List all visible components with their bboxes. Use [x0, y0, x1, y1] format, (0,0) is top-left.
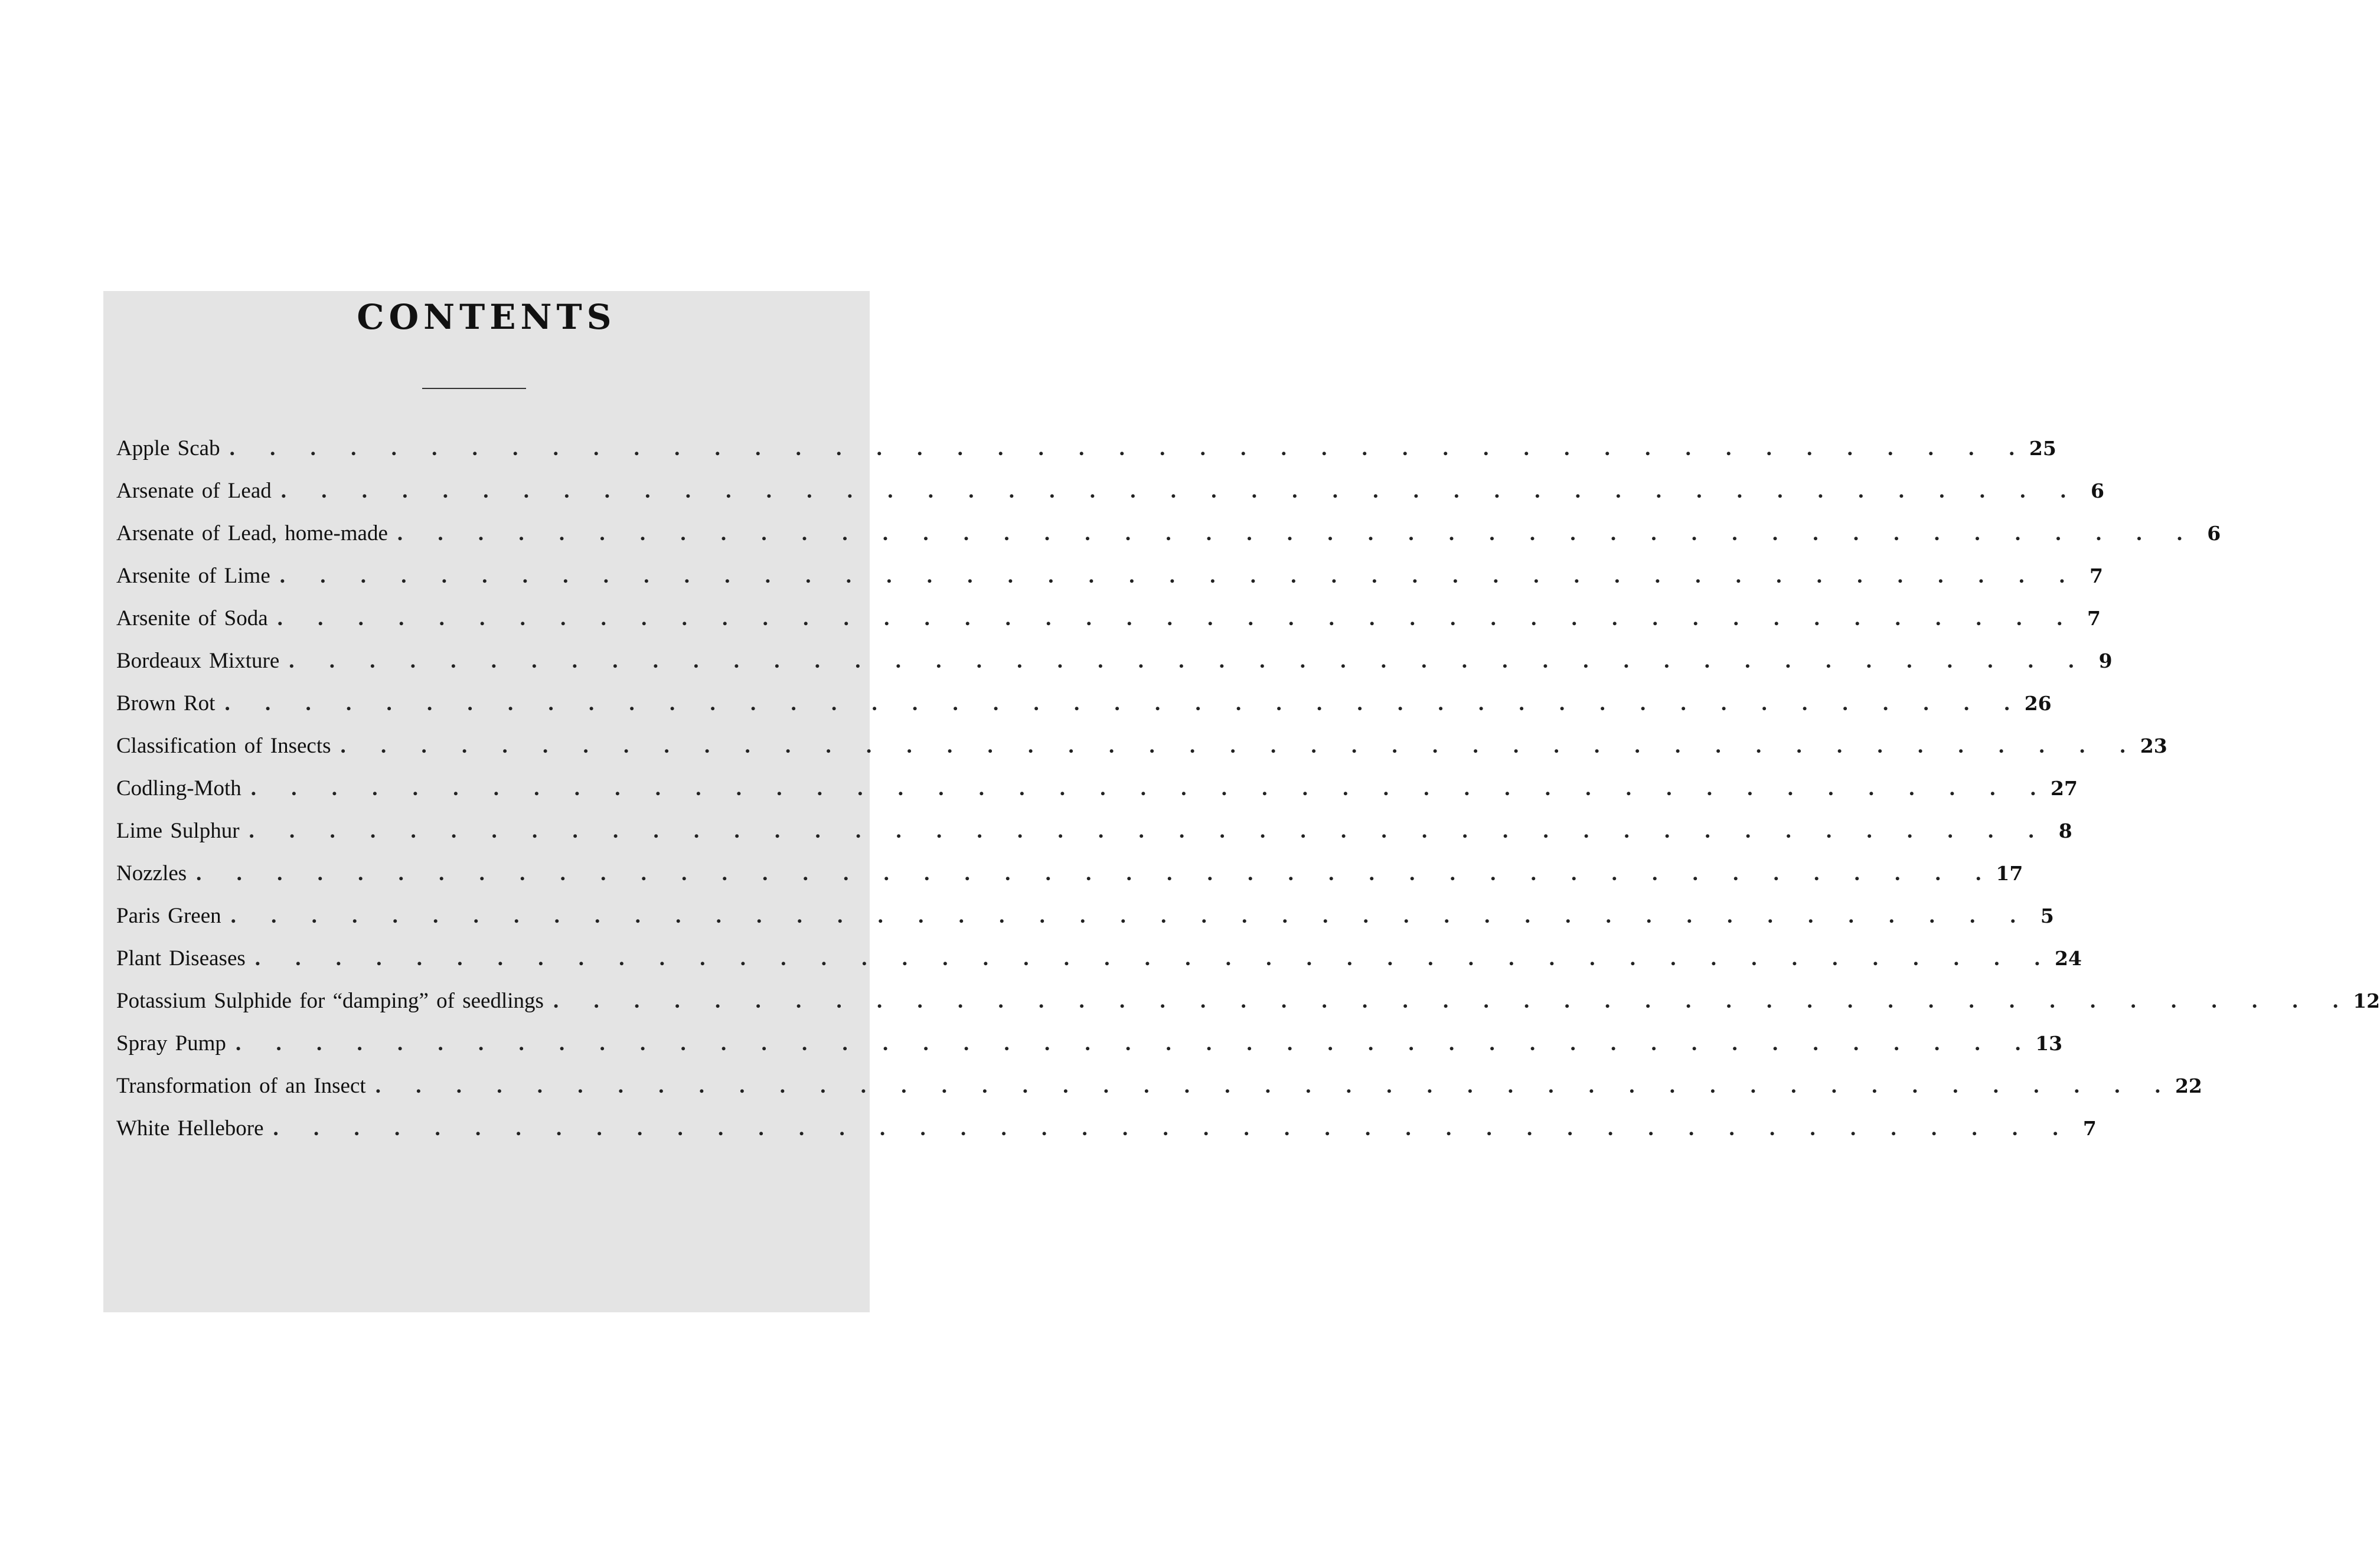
toc-dot-leader: . . . . . . . . . . . . . . . . . . . . . . . . . . . . . . . . . . . . . . . . . . . . .	[196, 861, 1996, 885]
toc-entry	[116, 478, 2105, 521]
toc-entry-label: White Hellebore	[116, 1116, 264, 1141]
toc-entry	[116, 521, 2221, 563]
toc-dot-leader: . . . . . . . . . . . . . . . . . . . . . . . . . . . . . . . . . . . . . . . . . . . . .	[230, 904, 2030, 928]
toc-dot-leader: . . . . . . . . . . . . . . . . . . . . . . . . . . . . . . . . . . . . . . . . . . . . .	[277, 606, 2077, 630]
toc-entry	[116, 818, 2072, 861]
toc-entry-page: 12	[2353, 989, 2380, 1012]
toc-entry-label: Brown Rot	[116, 691, 216, 715]
toc-entry-page: 8	[2058, 819, 2072, 842]
toc-dot-leader: . . . . . . . . . . . . . . . . . . . . . . . . . . . . . . . . . . . . . . . . . . . . .	[289, 649, 2089, 673]
toc-dot-leader: . . . . . . . . . . . . . . . . . . . . . . . . . . . . . . . . . . . . . . . . . . . . .	[375, 1074, 2175, 1098]
toc-entry-label: Codling-Moth	[116, 776, 241, 800]
toc-entry-page: 24	[2055, 947, 2082, 970]
toc-entry	[116, 903, 2054, 946]
toc-entry-page: 13	[2035, 1032, 2063, 1055]
toc-entry-label: Arsenate of Lead	[116, 479, 272, 503]
toc-entry-page: 7	[2090, 564, 2103, 587]
toc-dot-leader: . . . . . . . . . . . . . . . . . . . . . . . . . . . . . . . . . . . . . . . . . . . . .	[279, 564, 2079, 588]
toc-dot-leader: . . . . . . . . . . . . . . . . . . . . . . . . . . . . . . . . . . . . . . . . . . . . .	[553, 989, 2353, 1013]
toc-entry-label: Arsenite of Lime	[116, 564, 270, 588]
page-title: CONTENTS	[357, 297, 616, 337]
toc-entry	[116, 733, 2167, 776]
toc-entry	[116, 988, 2380, 1031]
toc-entry	[116, 1031, 2063, 1073]
page-panel	[103, 291, 2380, 1312]
toc-entry	[116, 606, 2101, 648]
toc-entry	[116, 946, 2082, 988]
toc-entry-label: Potassium Sulphide for “damping” of seedlings	[116, 989, 544, 1013]
toc-dot-leader: . . . . . . . . . . . . . . . . . . . . . . . . . . . . . . . . . . . . . . . . . . . . .	[397, 521, 2198, 545]
table-of-contents	[116, 436, 2380, 1158]
toc-entry-page: 27	[2051, 777, 2078, 800]
toc-entry-page: 9	[2098, 649, 2113, 672]
toc-entry-page: 7	[2087, 607, 2101, 630]
toc-entry	[116, 776, 2078, 818]
toc-entry	[116, 861, 2023, 903]
toc-dot-leader: . . . . . . . . . . . . . . . . . . . . . . . . . . . . . . . . . . . . . . . . . . . . .	[250, 776, 2051, 800]
toc-entry	[116, 436, 2056, 478]
toc-entry-page: 23	[2140, 734, 2167, 757]
toc-entry	[116, 691, 2052, 733]
toc-entry-label: Transformation of an Insect	[116, 1074, 366, 1098]
toc-entry	[116, 1073, 2202, 1116]
toc-dot-leader: . . . . . . . . . . . . . . . . . . . . . . . . . . . . . . . . . . . . . . . . . . . . .	[224, 691, 2025, 715]
toc-entry-label: Paris Green	[116, 904, 221, 928]
toc-entry-page: 25	[2029, 437, 2056, 460]
toc-dot-leader: . . . . . . . . . . . . . . . . . . . . . . . . . . . . . . . . . . . . . . . . . . . . .	[249, 819, 2049, 843]
toc-entry-label: Lime Sulphur	[116, 819, 240, 843]
toc-entry-page: 6	[2091, 479, 2105, 502]
toc-entry-label: Spray Pump	[116, 1031, 226, 1056]
toc-entry	[116, 648, 2113, 691]
toc-entry-page: 17	[1996, 862, 2023, 885]
toc-dot-leader: . . . . . . . . . . . . . . . . . . . . . . . . . . . . . . . . . . . . . . . . . . . . .	[254, 946, 2055, 970]
toc-entry-label: Arsenate of Lead, home-made	[116, 521, 388, 545]
toc-dot-leader: . . . . . . . . . . . . . . . . . . . . . . . . . . . . . . . . . . . . . . . . . . . . .	[273, 1116, 2073, 1141]
toc-dot-leader: . . . . . . . . . . . . . . . . . . . . . . . . . . . . . . . . . . . . . . . . . . . . .	[235, 1031, 2036, 1056]
toc-entry-label: Classification of Insects	[116, 734, 331, 758]
toc-entry-page: 5	[2040, 904, 2054, 927]
toc-entry-label: Bordeaux Mixture	[116, 649, 280, 673]
toc-entry-page: 6	[2207, 522, 2221, 545]
toc-dot-leader: . . . . . . . . . . . . . . . . . . . . . . . . . . . . . . . . . . . . . . . . . . . . .	[280, 479, 2081, 503]
toc-entry-label: Apple Scab	[116, 436, 220, 460]
toc-entry	[116, 1116, 2097, 1158]
title-rule	[422, 388, 526, 389]
toc-entry	[116, 563, 2103, 606]
toc-entry-label: Nozzles	[116, 861, 187, 885]
toc-entry-page: 26	[2024, 692, 2052, 715]
toc-dot-leader: . . . . . . . . . . . . . . . . . . . . . . . . . . . . . . . . . . . . . . . . . . . . .	[229, 436, 2029, 460]
toc-entry-label: Plant Diseases	[116, 946, 246, 970]
toc-entry-page: 7	[2082, 1117, 2097, 1140]
toc-dot-leader: . . . . . . . . . . . . . . . . . . . . . . . . . . . . . . . . . . . . . . . . . . . . .	[340, 734, 2140, 758]
toc-entry-page: 22	[2175, 1074, 2202, 1097]
toc-entry-label: Arsenite of Soda	[116, 606, 268, 630]
